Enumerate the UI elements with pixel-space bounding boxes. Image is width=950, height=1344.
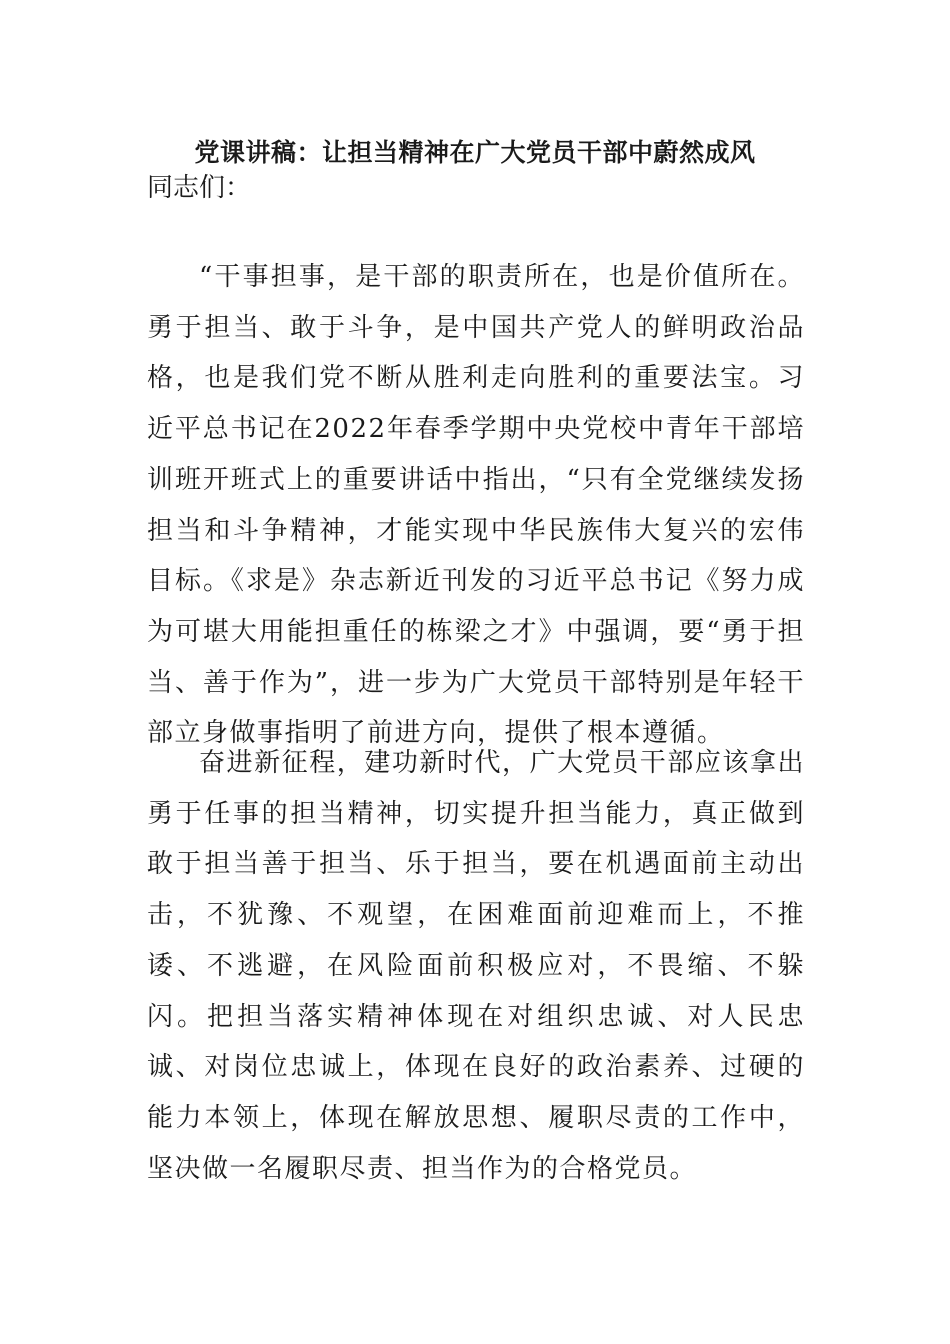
document-title: 党课讲稿：让担当精神在广大党员干部中蔚然成风 — [194, 138, 756, 167]
paragraph-2: 奋进新征程，建功新时代，广大党员干部应该拿出勇于任事的担当精神，切实提升担当能力，真正做到敢于担当善于担当、乐于担当，要在机遇面前主动出击，不犹豫、不观望，在困难面前迎难而上，不推诿、不逃避，在风险面前积极应对，不畏缩、不躲闪。把担当落实精神体现在对组织忠诚、对人民忠诚、对岗位忠诚上，体现在良好的政治素养、过硬的能力本领上，体现在解放思想、履职尽责的工作中，坚决做一名履职尽责、担当作为的合格党员。 — [147, 748, 805, 1184]
greeting: 同志们： — [147, 173, 252, 203]
paragraph-1: “干事担事，是干部的职责所在，也是价值所在。勇于担当、敢于斗争，是中国共产党人的鲜明政治品格，也是我们党不断从胜利走向胜利的重要法宝。习近平总书记在2022年春季学期中央党校中青年干部培训班开班式上的重要讲话中指出，“只有全党继续发扬担当和斗争精神，才能实现中华民族伟大复兴的宏伟目标。《求是》杂志新近刊发的习近平总书记《努力成为可堪大用能担重任的栋梁之才》中强调，要“勇于担当、善于作为”，进一步为广大党员干部特别是年轻干部立身做事指明了前进方向，提供了根本遵循。 — [147, 262, 805, 749]
